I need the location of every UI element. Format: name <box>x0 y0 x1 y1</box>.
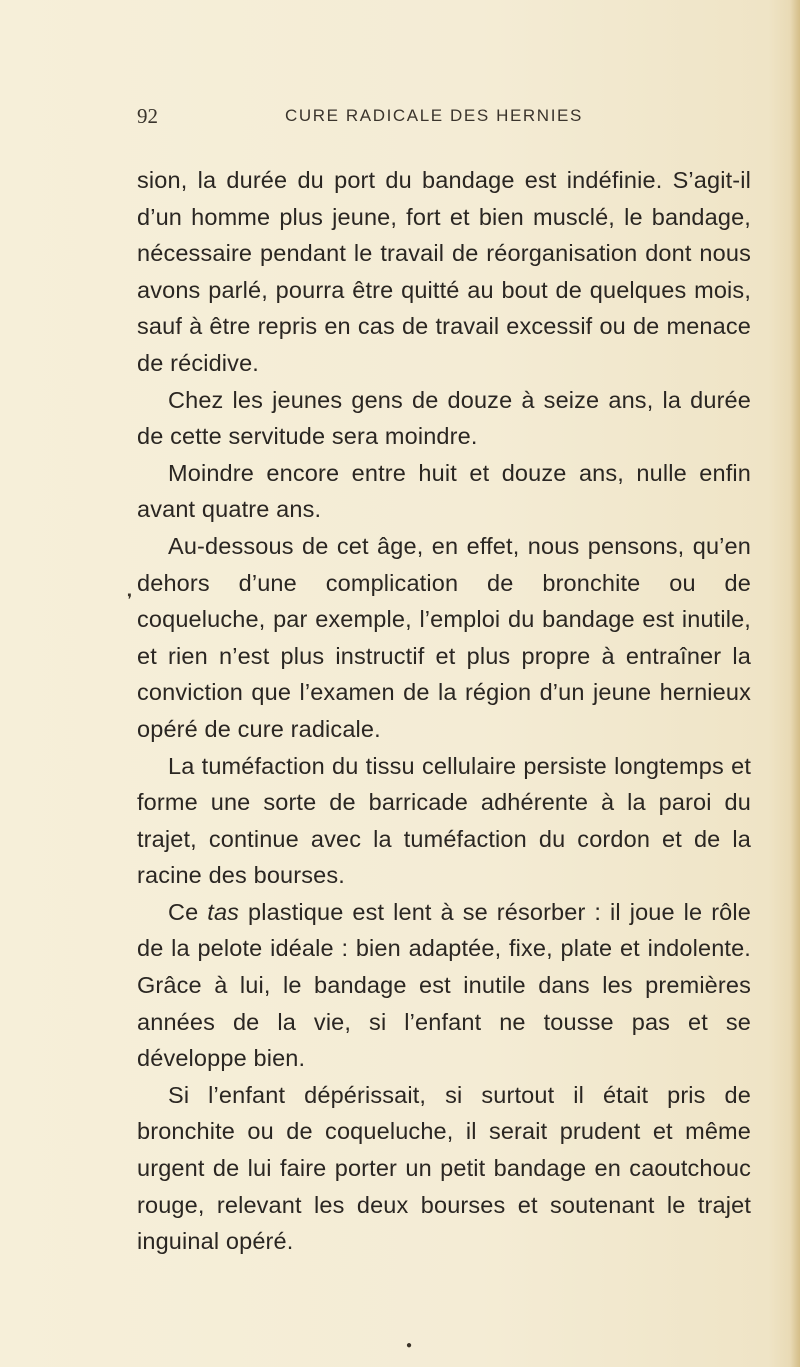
print-speck: ❜ <box>127 592 133 609</box>
page-edge-shadow <box>790 0 800 1367</box>
paragraph: La tuméfaction du tissu cellulaire persiste longtemps et forme une sorte de barricade adhérente à la paroi du trajet, continue avec la tuméfaction du cordon et de la racine des bourses. <box>137 752 751 889</box>
print-speck: ● <box>406 1340 413 1351</box>
paragraph: Si l’enfant dépérissait, si surtout il était pris de bronchite ou de coqueluche, il serait prudent et même urgent de lui faire porter un petit bandage en caoutchouc rouge, relevant les deux bourses et soutenant le trajet inguinal opéré. <box>137 1081 751 1255</box>
page-number: 92 <box>137 104 158 128</box>
paragraph: Moindre encore entre huit et douze ans, nulle enfin avant quatre ans. <box>137 459 751 523</box>
italic-word: tas <box>207 898 240 925</box>
paragraph: Chez les jeunes gens de douze à seize ans, la durée de cette servitude sera moindre. <box>137 386 751 450</box>
running-title: CURE RADICALE DES HERNIES <box>285 106 583 125</box>
paragraph-text-start: Ce <box>168 898 208 925</box>
paragraph: Au-dessous de cet âge, en effet, nous pensons, qu’en dehors d’une complication de bronchite ou de coqueluche, par exemple, l’emploi du bandage est inutile, et rien n’est plus instructif et plus propre à entraîner la conviction que l’examen de la région d’un jeune hernieux opéré de cure radicale. <box>137 532 751 742</box>
body-text <box>137 162 751 1260</box>
paragraph-text-rest: plastique est lent à se résorber : il joue le rôle de la pelote idéale : bien adaptée, fixe, plate et indolente. Grâce à lui, le bandage est inutile dans les premières années de la vie, si l’enfant ne tousse pas et se développe bien. <box>137 898 751 1072</box>
paragraph <box>137 894 751 1077</box>
paragraph-continued: sion, la durée du port du bandage est indéfinie. S’agit-il d’un homme plus jeune, fort et bien musclé, le bandage, nécessaire pendant le travail de réorganisation dont nous avons parlé, pourra être quitté au bout de quelques mois, sauf à être repris en cas de travail excessif ou de menace de récidive. <box>137 167 751 376</box>
running-head <box>137 104 745 134</box>
